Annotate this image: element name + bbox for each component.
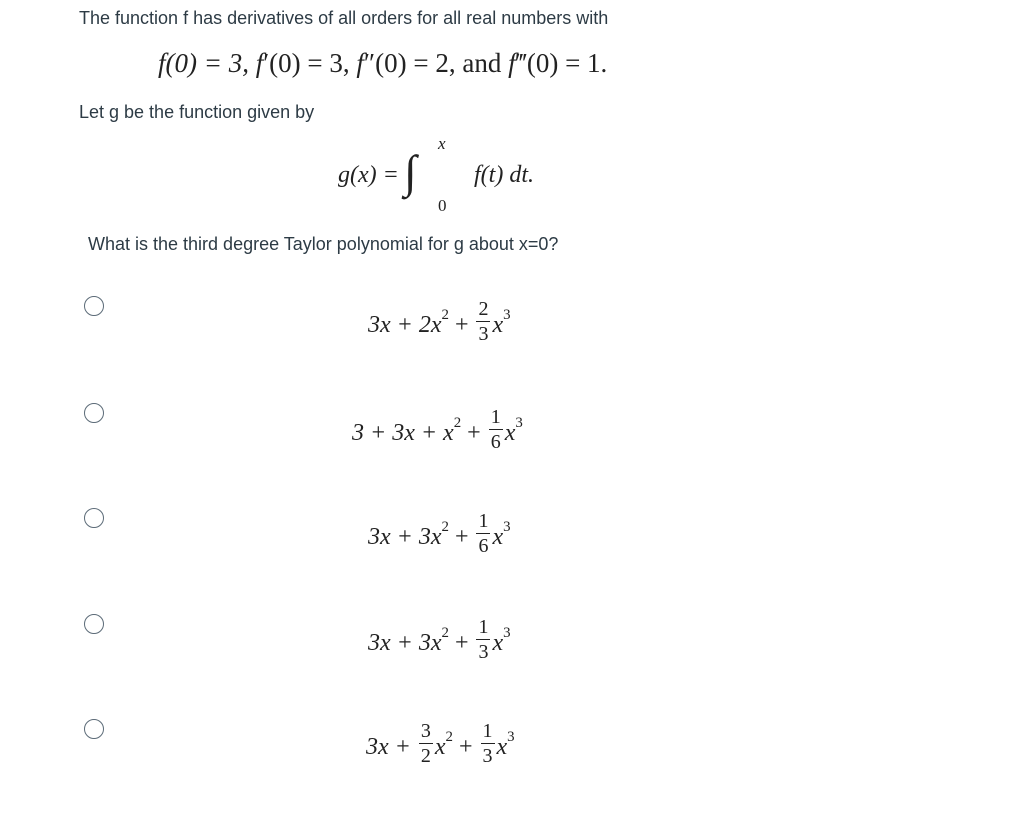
option-d-plus: +: [448, 630, 475, 656]
option-a-fraction: [476, 298, 490, 345]
option-e-denominator1: 2: [420, 745, 431, 767]
condition-f2: ″(0) = 2,: [363, 48, 463, 78]
option-d-fraction-bar: [476, 639, 490, 640]
option-e-term1: 3x +: [366, 734, 417, 760]
definition-equation: [338, 134, 598, 218]
let-text: Let g be the function given by: [79, 102, 315, 122]
option-a-x: x: [492, 312, 504, 338]
condition-f3-f: f: [508, 48, 516, 78]
option-b-exp2: 2: [453, 415, 462, 432]
option-b-expression: [352, 406, 523, 457]
option-e-fraction1-bar: [419, 743, 433, 744]
option-e-fraction1: [419, 720, 433, 767]
option-c-radio[interactable]: [84, 508, 104, 528]
condition-f3: ‴(0) = 1.: [515, 48, 608, 78]
option-e-plus: +: [452, 734, 479, 760]
definition-lhs: g(x) =: [338, 162, 399, 188]
option-a-plus: +: [448, 312, 475, 338]
option-e-numerator1: 3: [420, 720, 431, 742]
option-c-exp2: 2: [441, 519, 449, 536]
option-d-denominator: 3: [478, 641, 489, 663]
conditions-equation: [158, 48, 607, 79]
option-c-denominator: 6: [478, 535, 489, 557]
option-d-exp2: 2: [441, 625, 449, 642]
option-b-denominator: 6: [490, 431, 501, 453]
option-a-exp3: 3: [503, 307, 511, 324]
option-c-expression: [368, 510, 511, 561]
option-a-term1: 3x + 2x: [368, 312, 442, 338]
option-b-radio[interactable]: [84, 403, 104, 423]
condition-and: and: [462, 48, 509, 78]
option-b-fraction: [489, 406, 503, 453]
option-b-term1: 3 + 3x + x: [352, 420, 454, 446]
option-a-denominator: 3: [478, 323, 489, 345]
option-c-numerator: 1: [478, 510, 489, 532]
option-e-exp2: 2: [445, 729, 453, 746]
option-c-fraction-bar: [476, 533, 490, 534]
option-e-exp3: 3: [507, 729, 515, 746]
option-b-plus: +: [461, 420, 487, 446]
condition-f1: ′(0) = 3,: [263, 48, 357, 78]
question-intro: The function f has derivatives of all orders for all real numbers with: [79, 8, 609, 28]
integral-upper-limit: x: [438, 134, 446, 153]
option-b-fraction-bar: [489, 429, 503, 430]
question-prompt: What is the third degree Taylor polynomial for g about x=0?: [88, 234, 559, 254]
option-d-exp3: 3: [503, 625, 511, 642]
option-d-x: x: [492, 630, 504, 656]
condition-f0: f(0) = 3,: [158, 48, 256, 78]
integral-lower-limit: 0: [438, 196, 447, 215]
option-d-term1: 3x + 3x: [368, 630, 442, 656]
integral-sign: ∫: [404, 146, 417, 197]
option-c-x: x: [492, 524, 504, 550]
option-a-numerator: 2: [478, 298, 489, 320]
option-e-x1: x: [434, 734, 446, 760]
option-b-x: x: [504, 420, 516, 446]
option-e-radio[interactable]: [84, 719, 104, 739]
option-e-fraction2: [481, 720, 495, 767]
option-a-radio[interactable]: [84, 296, 104, 316]
option-c-term1: 3x + 3x: [368, 524, 442, 550]
option-d-numerator: 1: [478, 616, 489, 638]
option-e-fraction2-bar: [481, 743, 495, 744]
option-d-fraction: [476, 616, 490, 663]
option-d-expression: [368, 616, 511, 667]
option-d-radio[interactable]: [84, 614, 104, 634]
option-c-fraction: [476, 510, 490, 557]
condition-f2-f: f: [356, 48, 364, 78]
option-a-exp2: 2: [441, 307, 449, 324]
option-b-exp3: 3: [515, 415, 523, 432]
option-e-denominator2: 3: [482, 745, 493, 767]
option-e-expression: [366, 720, 515, 771]
option-c-plus: +: [448, 524, 475, 550]
option-e-numerator2: 1: [482, 720, 493, 742]
option-b-numerator: 1: [490, 406, 501, 428]
option-e-x2: x: [496, 734, 508, 760]
option-c-exp3: 3: [503, 519, 511, 536]
option-a-expression: [368, 298, 511, 349]
option-a-fraction-bar: [476, 321, 490, 322]
integrand: f(t) dt.: [474, 162, 534, 188]
condition-f1-f: f: [255, 48, 264, 78]
